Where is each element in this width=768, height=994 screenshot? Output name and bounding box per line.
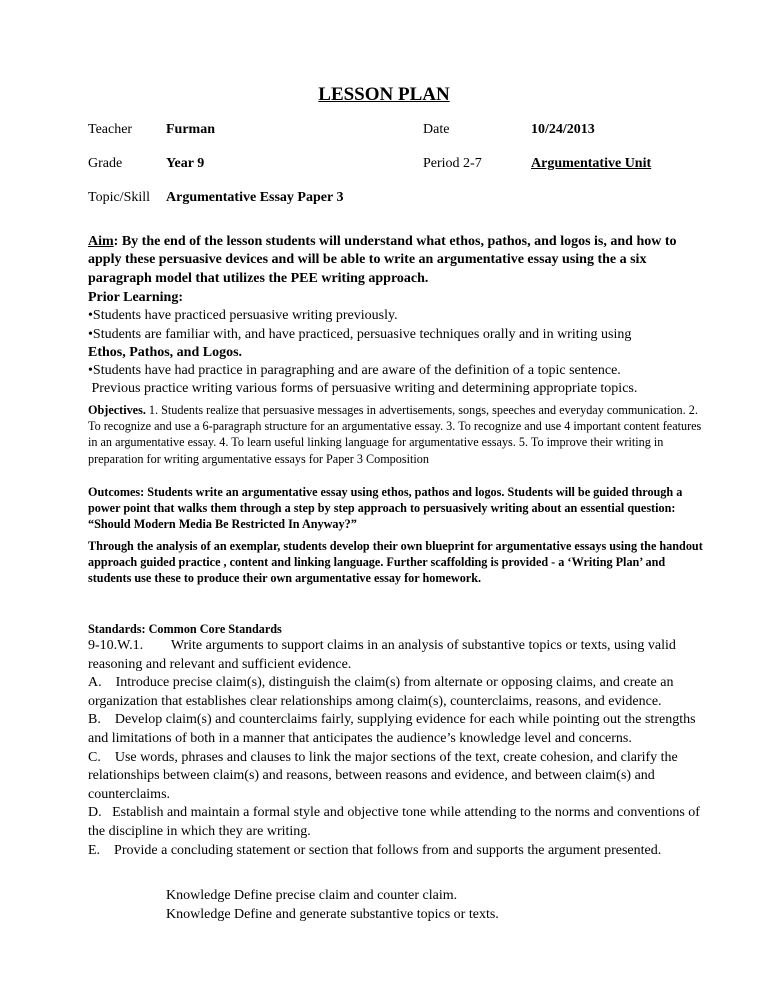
standards-heading: Standards: Common Core Standards [88,622,282,636]
prior-line-2b: Ethos, Pathos, and Logos. [88,344,243,360]
objectives-label: Objectives. [88,403,146,417]
standard-c: C. Use words, phrases and clauses to link the major sections of the text, create cohesion, and clarify the relationships between claim(s) and reasons, between reasons and evidence, and between claim(s) and counterclaims. [88,749,682,802]
objectives-text: 1. Students realize that persuasive messages in advertisements, songs, speeches and everyday communication. 2. To recognize and use a 6-paragraph structure for an argumentative essay. 3. To recognize and use 4 important content features in an argumentative essay. 4. To learn useful linking language for argumentative essays. 5. To improve their writing in preparation for writing argumentative essays for Paper 3 Composition [88,403,702,466]
standard-w1: 9-10.W.1. Write arguments to support claims in an analysis of substantive topics or texts, using valid reasoning and relevant and sufficient evidence. [88,638,680,672]
standard-d: D. Establish and maintain a formal style and objective tone while attending to the norms and conventions of the discipline in which they are writing. [88,805,704,839]
topic-label: Topic/Skill [88,190,151,205]
analysis-paragraph: Through the analysis of an exemplar, students develop their own blueprint for argumentative essays using the handout approach guided practice , content and linking language. Further scaffolding is provided - a ‘Writing Plan’ and students use these to produce their own argumentative essay for homework. [88,539,703,586]
grade-label: Grade [88,156,123,171]
grade-value: Year 9 [166,156,205,171]
prior-line-1: •Students have practiced persuasive writing previously. [88,308,398,324]
outcomes-paragraph: Outcomes: Students write an argumentative essay using ethos, pathos and logos. Students will be guided through a power point that walks them through a step by step approach to persuasively writing about an essential question: “Should Modern Media Be Restricted In Anyway?” [88,485,683,532]
prior-line-4: Previous practice writing various forms of persuasive writing and determining appropriate topics. [88,381,638,397]
standard-b: B. Develop claim(s) and counterclaims fairly, supplying evidence for each while pointing out the strengths and limitations of both in a manner that anticipates the audience’s knowledge level and concerns. [88,712,700,746]
period-label: Period 2-7 [423,156,482,171]
date-label: Date [423,122,450,137]
standards-list [88,637,708,860]
teacher-label: Teacher [88,122,133,137]
prior-line-3: •Students have had practice in paragraphing and are aware of the definition of a topic sentence. [88,363,621,379]
prior-line-2: •Students are familiar with, and have practiced, persuasive techniques orally and in writing using [88,326,632,342]
standard-e: E. Provide a concluding statement or section that follows from and supports the argument presented. [88,842,662,858]
aim-text: : By the end of the lesson students will understand what ethos, pathos, and logos is, and how to apply these persuasive devices and will be able to write an argumentative essay using the a six paragraph model that utilizes the PEE writing approach. [88,234,677,286]
prior-heading: Prior Learning: [88,290,184,305]
page-title: LESSON PLAN [318,84,450,105]
topic-value: Argumentative Essay Paper 3 [166,190,344,205]
teacher-value: Furman [166,122,215,137]
aim-paragraph [88,233,708,288]
aim-label: Aim [88,234,114,249]
knowledge-line-2: Knowledge Define and generate substantive topics or texts. [166,907,499,922]
knowledge-line-1: Knowledge Define precise claim and counter claim. [166,888,458,903]
prior-learning [88,289,708,399]
unit-value: Argumentative Unit [531,156,652,171]
standard-a: A. Introduce precise claim(s), distinguish the claim(s) from alternate or opposing claims, and create an organization that establishes clear relationships among claim(s), counterclaims, reasons, and evidence. [88,675,677,709]
date-value: 10/24/2013 [531,122,595,137]
objectives-paragraph [88,402,708,467]
